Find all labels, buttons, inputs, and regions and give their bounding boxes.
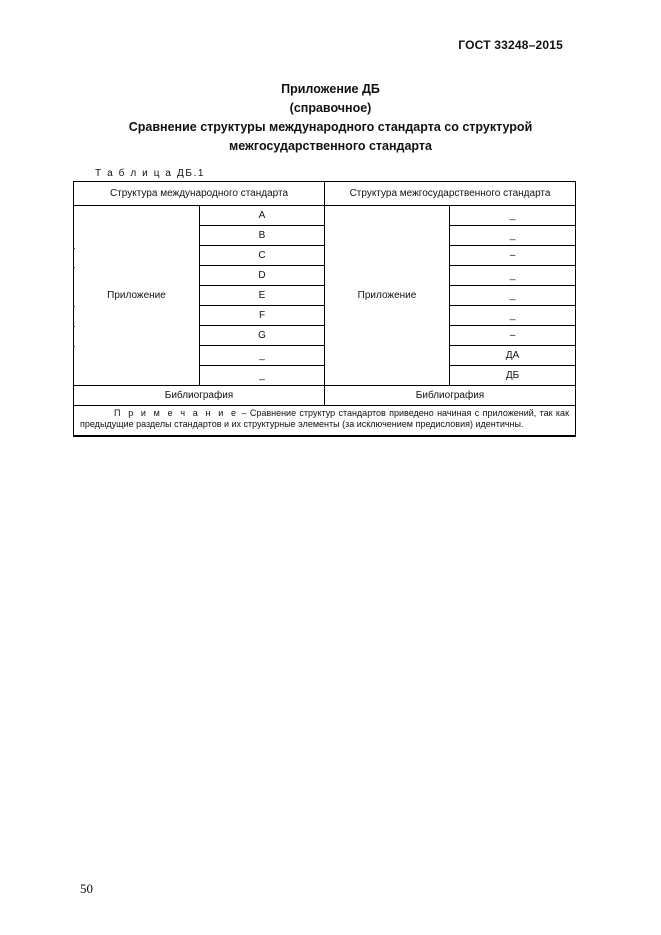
left-item-cell: A — [200, 206, 325, 226]
margin-mark — [73, 267, 75, 268]
right-item-cell: _ — [450, 286, 576, 306]
margin-mark — [73, 346, 75, 347]
left-item-cell: B — [200, 226, 325, 246]
table-note — [74, 406, 576, 437]
table-caption: Т а б л и ц а ДБ.1 — [95, 168, 206, 179]
right-item-cell: _ — [450, 206, 576, 226]
right-item-cell: _ — [450, 226, 576, 246]
right-item-cell: _ — [450, 306, 576, 326]
appendix-title-line-2: межгосударственного стандарта — [229, 139, 432, 153]
margin-mark — [73, 326, 75, 327]
right-item-cell: ДА — [450, 346, 576, 366]
comparison-table — [73, 181, 576, 437]
table-row — [74, 206, 576, 226]
left-item-cell: C — [200, 246, 325, 266]
right-item-cell: _ — [450, 266, 576, 286]
bibliography-left: Библиография — [74, 386, 325, 406]
right-group-label: Приложение — [325, 206, 450, 386]
left-item-cell: F — [200, 306, 325, 326]
column-header-international: Структура международного стандарта — [74, 182, 325, 206]
left-item-cell: _ — [200, 366, 325, 386]
right-item-cell: – — [450, 246, 576, 266]
right-item-cell: – — [450, 326, 576, 346]
bibliography-row — [74, 386, 576, 406]
standard-number: ГОСТ 33248–2015 — [458, 38, 563, 52]
table-header-row — [74, 182, 576, 206]
note-row — [74, 406, 576, 437]
margin-mark — [73, 306, 75, 307]
left-item-cell: _ — [200, 346, 325, 366]
left-item-cell: G — [200, 326, 325, 346]
appendix-label: Приложение ДБ — [281, 82, 380, 96]
appendix-heading — [0, 80, 661, 156]
note-text: – Сравнение структур стандартов приведено начиная с приложений, так как предыдущие разделы стандартов и их структурные элементы (за исключением предисловия) идентичны. — [80, 408, 570, 429]
comparison-table-wrapper — [73, 181, 575, 437]
note-lead: П р и м е ч а н и е — [114, 408, 239, 418]
page-number: 50 — [80, 881, 93, 896]
appendix-status: (справочное) — [289, 101, 372, 115]
left-item-cell: E — [200, 286, 325, 306]
left-group-label: Приложение — [74, 206, 200, 386]
bibliography-right: Библиография — [325, 386, 576, 406]
column-header-interstate: Структура межгосударственного стандарта — [325, 182, 576, 206]
appendix-title-line-1: Сравнение структуры международного стандарта со структурой — [128, 120, 533, 134]
right-item-cell: ДБ — [450, 366, 576, 386]
left-item-cell: D — [200, 266, 325, 286]
margin-mark — [73, 248, 75, 249]
